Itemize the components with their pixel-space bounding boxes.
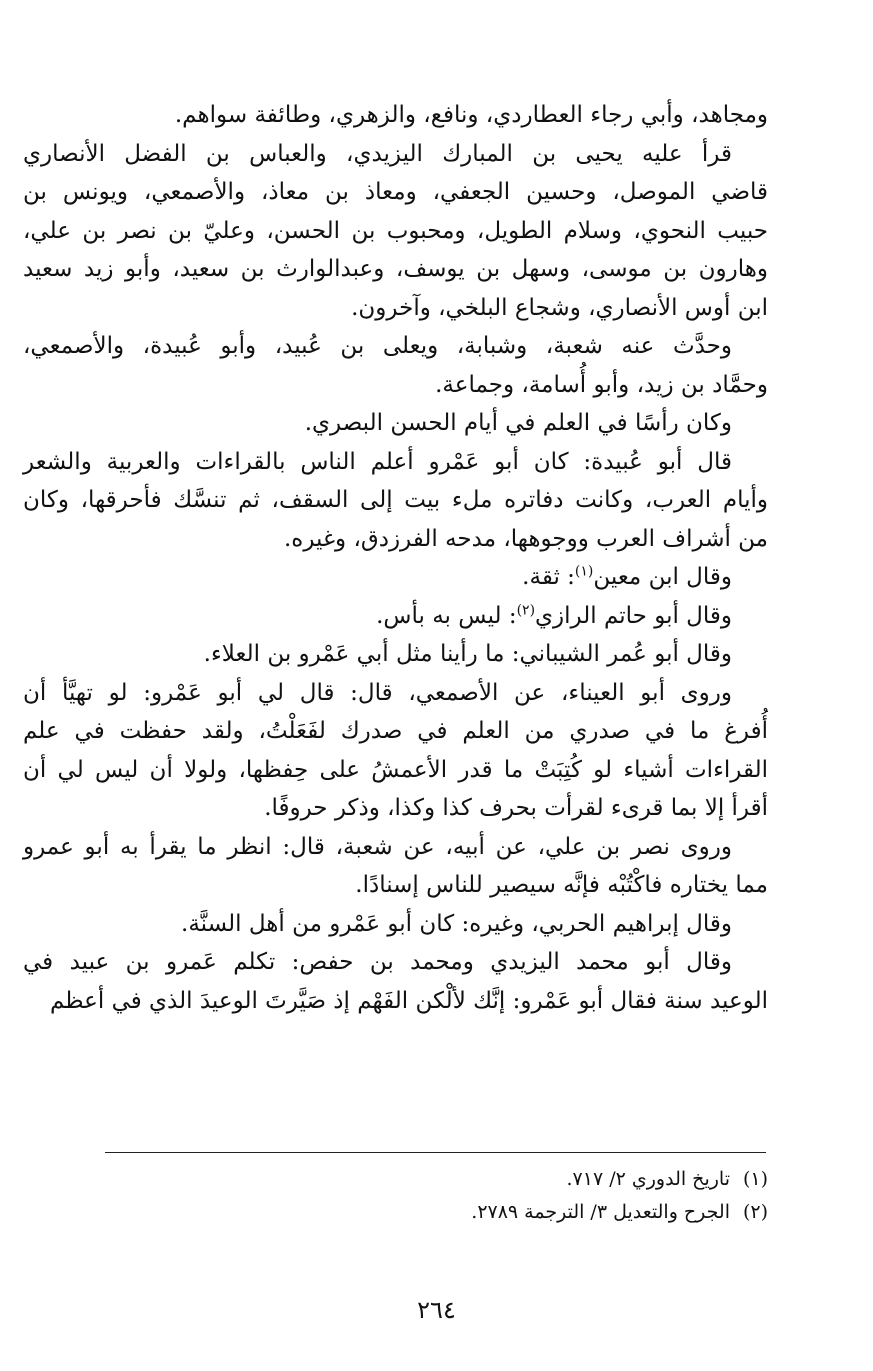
text-line: ومجاهد، وأبي رجاء العطاردي، ونافع، والزهري، وطائفة سواهم. xyxy=(174,102,768,128)
paragraph xyxy=(23,943,768,1020)
paragraph xyxy=(23,327,768,404)
text-segment: وقال ابن معين xyxy=(593,564,732,590)
paragraph xyxy=(23,674,768,828)
main-text xyxy=(23,96,768,1020)
footnote-marker: (٢) xyxy=(516,601,536,618)
text-line: ابن أوس الأنصاري، وشجاع البلخي، وآخرون. xyxy=(351,294,768,321)
text-segment: : ليس به بأس. xyxy=(376,602,517,629)
paragraph xyxy=(23,635,768,674)
paragraph xyxy=(23,404,768,443)
text-line: وأيام العرب، وكانت دفاتره ملء بيت إلى السقف، ثم تنسَّك فأحرقها، وكان xyxy=(23,487,768,513)
paragraph xyxy=(23,96,768,135)
text-line: حبيب النحوي، وسلام الطويل، ومحبوب بن الحسن، وعليّ بن نصر بن علي، xyxy=(23,217,768,244)
footnote-number: (٢) xyxy=(742,1201,768,1223)
paragraph xyxy=(23,905,768,944)
text-line: القراءات أشياء لو كُتِبَتْ ما قدر الأعمشُ على حِفظها، ولولا أن ليس لي أن xyxy=(23,756,768,783)
text-line: وكان رأسًا في العلم في أيام الحسن البصري. xyxy=(304,410,732,436)
footnote xyxy=(108,1196,768,1229)
text-line: وروى نصر بن علي، عن أبيه، عن شعبة، قال: انظر ما يقرأ به أبو عمرو xyxy=(23,833,732,860)
paragraph xyxy=(23,828,768,905)
paragraph xyxy=(23,135,768,328)
footnote-marker: (١) xyxy=(574,563,594,580)
footnote-text: تاريخ الدوري ٢/ ٧١٧. xyxy=(566,1168,730,1190)
footnote-text: الجرح والتعديل ٣/ الترجمة ٢٧٨٩. xyxy=(471,1201,730,1223)
paragraph xyxy=(23,443,768,559)
text-line: قال أبو عُبيدة: كان أبو عَمْرو أعلم الناس بالقراءات والعربية والشعر xyxy=(23,448,732,475)
page-number: ٢٦٤ xyxy=(417,1296,456,1324)
footnotes xyxy=(108,1163,768,1229)
text-line: قرأ عليه يحيى بن المبارك اليزيدي، والعباس بن الفضل الأنصاري xyxy=(23,140,732,167)
footnote xyxy=(108,1163,768,1196)
text-line xyxy=(23,558,768,597)
text-line: مما يختاره فاكْتُبْه فإنَّه سيصير للناس إسنادًا. xyxy=(355,872,768,898)
footnote-separator xyxy=(105,1152,766,1153)
text-segment: وقال أبو حاتم الرازي xyxy=(535,602,732,629)
text-line: وقال أبو محمد اليزيدي ومحمد بن حفص: تكلم عَمرو بن عبيد في xyxy=(23,949,732,975)
text-line: وقال أبو عُمر الشيباني: ما رأينا مثل أبي عَمْرو بن العلاء. xyxy=(203,641,732,667)
text-line: وحمَّاد بن زيد، وأبو أُسامة، وجماعة. xyxy=(435,371,768,398)
text-line: وقال إبراهيم الحربي، وغيره: كان أبو عَمْرو من أهل السنَّة. xyxy=(181,910,732,937)
text-line: من أشراف العرب ووجوهها، مدحه الفرزدق، وغيره. xyxy=(284,525,768,552)
paragraph xyxy=(23,558,768,597)
text-line: قاضي الموصل، وحسين الجعفي، ومعاذ بن معاذ، والأصمعي، ويونس بن xyxy=(23,179,768,205)
text-line: أُفرغ ما في صدري من العلم في صدرك لفَعَلْتُ، ولقد حفظت في علم xyxy=(23,718,768,744)
text-line: أقرأ إلا بما قرىء لقرأت بحرف كذا وكذا، وذكر حروفًا. xyxy=(264,795,768,821)
text-line xyxy=(23,597,768,636)
text-line: وحدَّث عنه شعبة، وشبابة، ويعلى بن عُبيد، وأبو عُبيدة، والأصمعي، xyxy=(23,333,732,359)
text-line: وروى أبو العيناء، عن الأصمعي، قال: قال لي أبو عَمْرو: لو تهيَّأ أن xyxy=(23,679,732,706)
text-line: الوعيد سنة فقال أبو عَمْرو: إنَّك لألْكن الفَهْم إذ صَيَّرتَ الوعيدَ الذي في أعظم xyxy=(49,987,768,1014)
text-line: وهارون بن موسى، وسهل بن يوسف، وعبدالوارث بن سعيد، وأبو زيد سعيد xyxy=(23,256,768,282)
footnote-number: (١) xyxy=(742,1168,768,1190)
paragraph xyxy=(23,597,768,636)
text-segment: : ثقة. xyxy=(522,564,575,590)
